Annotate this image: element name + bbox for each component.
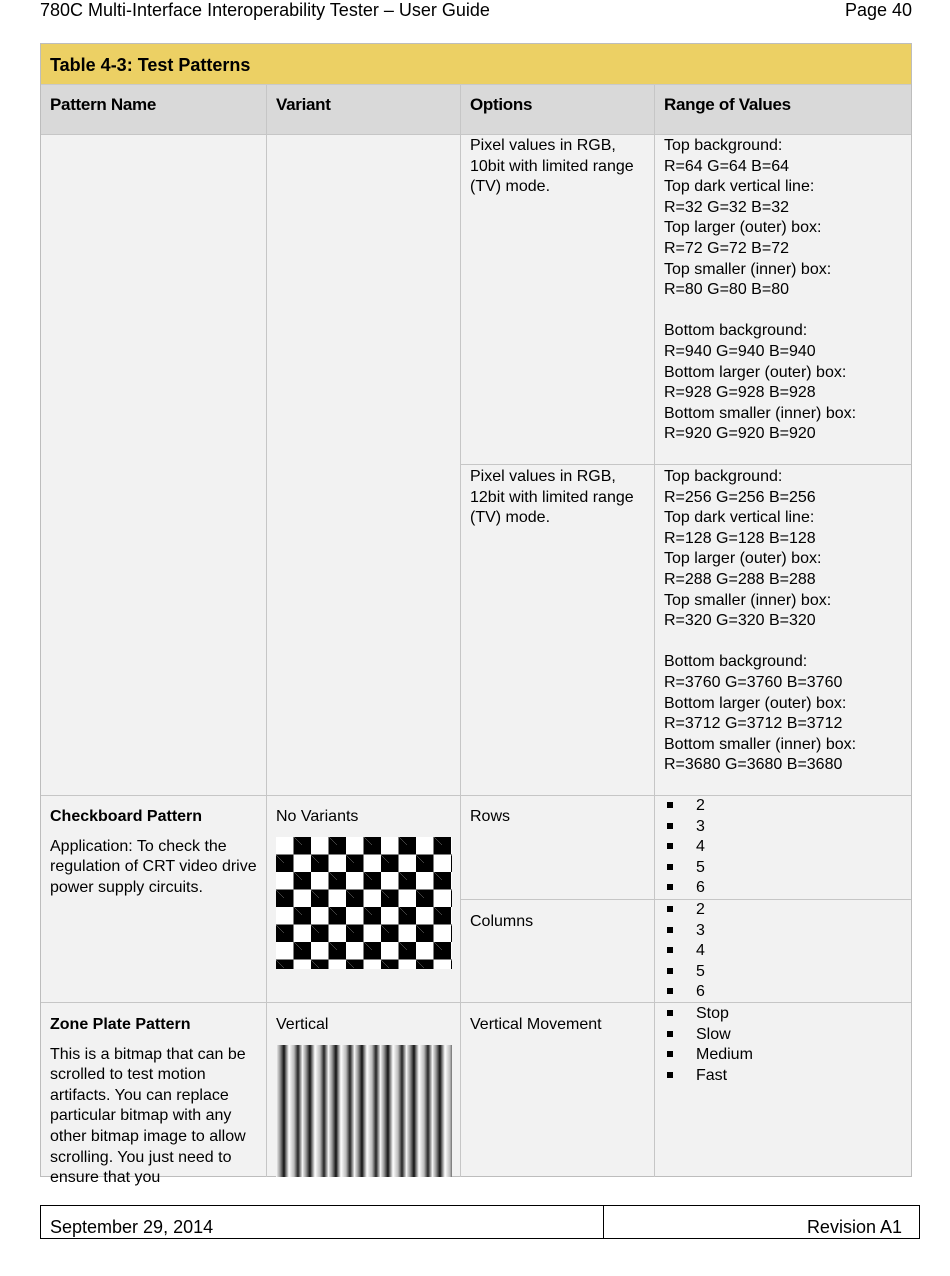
options-cell-12bit: Pixel values in RGB, 12bit with limited range (TV) mode. bbox=[470, 468, 634, 527]
column-header-variant: Variant bbox=[267, 85, 461, 135]
list-item: 2 bbox=[664, 900, 904, 921]
page-number: Page 40 bbox=[844, 0, 912, 20]
list-item: 4 bbox=[664, 837, 904, 858]
list-item: 5 bbox=[664, 858, 904, 879]
vertical-movement-option-cell: Vertical Movement bbox=[470, 1016, 602, 1033]
table-caption-text: Table 4-3: Test Patterns bbox=[50, 55, 251, 75]
list-item: Fast bbox=[664, 1066, 904, 1087]
footer-date: September 29, 2014 bbox=[50, 1217, 214, 1237]
grid-line bbox=[460, 464, 911, 465]
list-item: Medium bbox=[664, 1045, 904, 1066]
list-item: 5 bbox=[664, 962, 904, 983]
rows-values-cell bbox=[664, 796, 904, 899]
options-cell-10bit: Pixel values in RGB, 10bit with limited range (TV) mode. bbox=[470, 137, 634, 196]
page-header bbox=[40, 0, 912, 24]
zone-plate-name-cell bbox=[50, 1015, 260, 1189]
column-header-pattern-name: Pattern Name bbox=[41, 85, 267, 135]
test-patterns-table bbox=[40, 43, 912, 1187]
values-cell-10bit: Top background: R=64 G=64 B=64 Top dark vertical line: R=32 G=32 B=32 Top larger (outer) box: R=72 G=72 B=72 Top smaller (inner) box: R=80 G=80 B=80 Bottom background: R=940 G=940 B=940 Bottom larger (outer) box: R=928 G=928 B=928 Bottom smaller (inner) box: R=920 G=920 B=920 bbox=[664, 137, 857, 443]
pattern-name: Zone Plate Pattern bbox=[50, 1016, 191, 1033]
values-cell-12bit: Top background: R=256 G=256 B=256 Top dark vertical line: R=128 G=128 B=128 Top larger (outer) box: R=288 G=288 B=288 Top smaller (inner) box: R=320 G=320 B=320 Bottom background: R=3760 G=3760 B=3760 Bottom larger (outer) box: R=3712 G=3712 B=3712 Bottom smaller (inner) box: R=3680 G=3680 B=3680 bbox=[664, 468, 857, 774]
list-item: 3 bbox=[664, 817, 904, 838]
column-header-range-of-values: Range of Values bbox=[655, 85, 911, 135]
list-item: 2 bbox=[664, 796, 904, 817]
pattern-description: Application: To check the regulation of CRT video drive power supply circuits. bbox=[50, 837, 257, 896]
list-item: Slow bbox=[664, 1025, 904, 1046]
variant-label: No Variants bbox=[276, 808, 359, 825]
grid-line bbox=[654, 85, 655, 1177]
table-caption bbox=[41, 44, 911, 85]
pattern-name: Checkboard Pattern bbox=[50, 808, 203, 825]
column-header-options: Options bbox=[461, 85, 655, 135]
columns-values-cell bbox=[664, 900, 904, 1003]
columns-option-cell: Columns bbox=[470, 913, 534, 930]
footer-divider bbox=[603, 1206, 604, 1238]
variant-label: Vertical bbox=[276, 1016, 329, 1033]
vertical-movement-values-cell bbox=[664, 1004, 904, 1086]
grid-line bbox=[266, 85, 267, 1177]
list-item: Stop bbox=[664, 1004, 904, 1025]
zone-plate-variant-cell bbox=[276, 1015, 456, 1036]
checkboard-name-cell bbox=[50, 807, 260, 898]
checkboard-variant-cell bbox=[276, 807, 456, 828]
list-item: 3 bbox=[664, 921, 904, 942]
document-title: 780C Multi-Interface Interoperability Tester – User Guide bbox=[40, 0, 490, 20]
zone-plate-pattern-image bbox=[276, 1045, 452, 1177]
grid-line bbox=[460, 85, 461, 1177]
checkboard-pattern-image bbox=[276, 837, 452, 969]
list-item: 6 bbox=[664, 878, 904, 899]
pattern-description: This is a bitmap that can be scrolled to test motion artifacts. You can replace particular bitmap with any other bitmap image to allow scrolling. You just need to ensure that you bbox=[50, 1045, 246, 1187]
page-footer bbox=[40, 1205, 920, 1239]
footer-revision: Revision A1 bbox=[806, 1217, 902, 1237]
rows-option-cell: Rows bbox=[470, 808, 511, 825]
list-item: 4 bbox=[664, 941, 904, 962]
list-item: 6 bbox=[664, 982, 904, 1003]
